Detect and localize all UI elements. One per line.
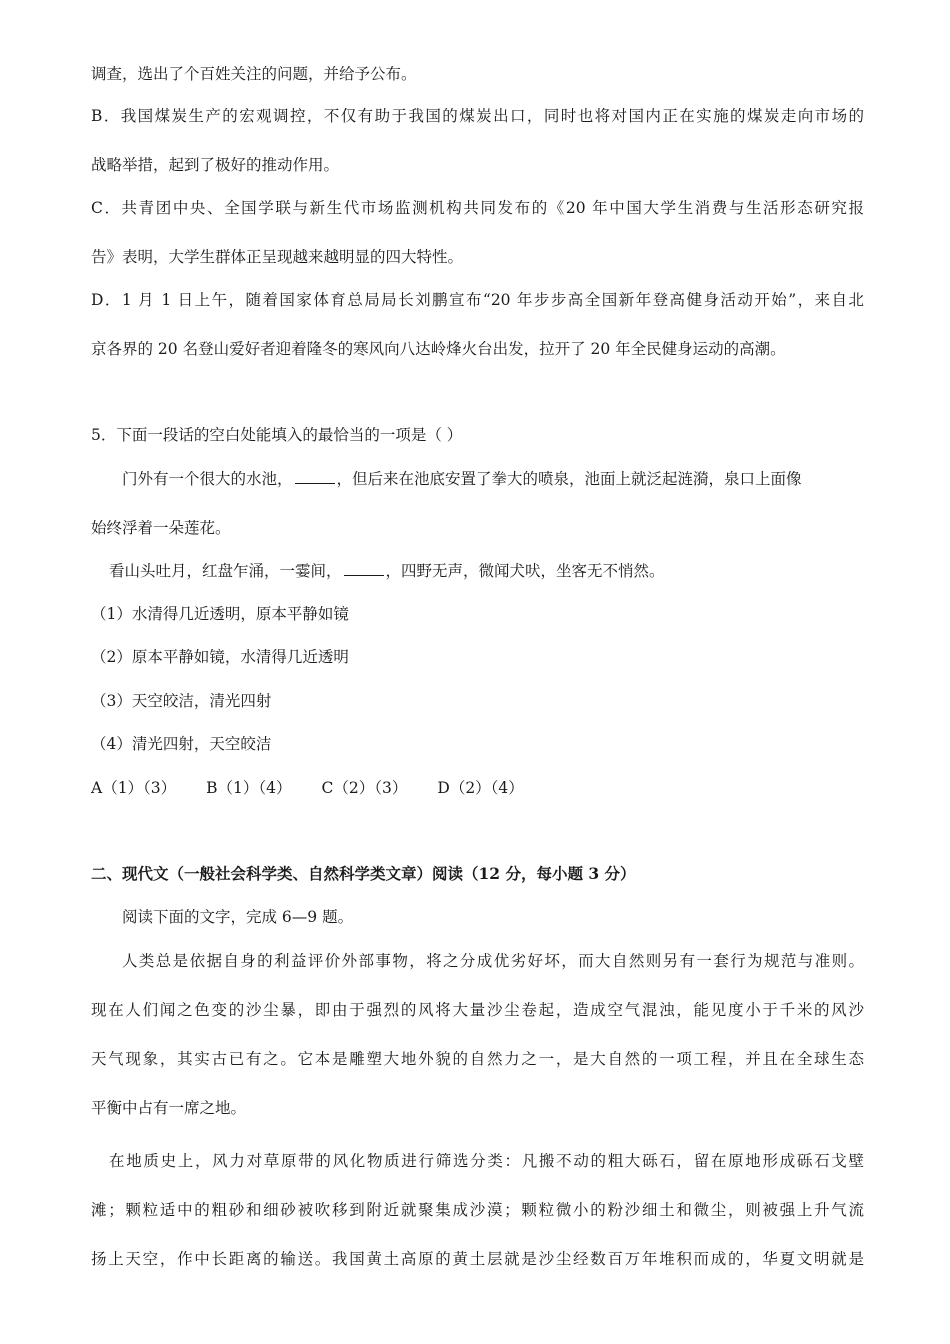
fill-blank-1 xyxy=(295,469,335,484)
passage-2-text-b: ，四野无声，微闻犬吠，坐客无不悄然。 xyxy=(385,562,665,580)
passage-1-text-a: 门外有一个很大的水池， xyxy=(122,470,293,488)
answer-option-d: D（2）（4） xyxy=(437,779,524,797)
answer-option-b: B（1）（4） xyxy=(206,779,292,797)
answer-option-a: A（1）（3） xyxy=(91,779,177,797)
reading-paragraph-1-line-4: 平衡中占有一席之地。 xyxy=(91,1099,247,1117)
fill-blank-2 xyxy=(344,561,384,576)
option-b-line-1: B．我国煤炭生产的宏观调控，不仅有助于我国的煤炭出口，同时也将对国内正在实施的煤炭走向市场的 xyxy=(91,107,864,125)
section-2-heading: 二、现代文（一般社会科学类、自然科学类文章）阅读（12 分，每小题 3 分） xyxy=(91,864,636,883)
reading-paragraph-1-line-3: 天气现象，其实古已有之。它本是雕塑大地外貌的自然力之一，是大自然的一项工程，并且在全球生态 xyxy=(91,1050,864,1068)
section-2-instruction: 阅读下面的文字，完成 6—9 题。 xyxy=(122,908,354,926)
passage-2-text-a: 看山头吐月，红盘乍涌，一霎间， xyxy=(109,562,342,580)
reading-paragraph-2-line-3: 扬上天空，作中长距离的输送。我国黄土高原的黄土层就是沙尘经数百万年堆积而成的，华夏文明就是 xyxy=(91,1250,864,1268)
option-d-line-1: D．1 月 1 日上午，随着国家体育总局局长刘鹏宣布“20 年步步高全国新年登高健身活动开始”，来自北 xyxy=(91,291,864,309)
option-a-continuation: 调查，选出了个百姓关注的问题，并给予公布。 xyxy=(91,65,417,83)
reading-paragraph-2-line-1: 在地质史上，风力对草原带的风化物质进行筛选分类：凡搬不动的粗大砾石，留在原地形成砾石戈壁 xyxy=(109,1152,864,1170)
option-c-line-1: C．共青团中央、全国学联与新生代市场监测机构共同发布的《20 年中国大学生消费与生活形态研究报 xyxy=(91,199,864,217)
question-5-stem: 5．下面一段话的空白处能填入的最恰当的一项是（ ） xyxy=(91,426,463,444)
answer-options xyxy=(91,778,864,798)
passage-1-text-b: ，但后来在池底安置了拳大的喷泉，池面上就泛起涟漪，泉口上面像 xyxy=(336,470,802,488)
choice-item-3: （3）天空皎洁，清光四射 xyxy=(91,692,272,710)
option-d-line-2: 京各界的 20 名登山爱好者迎着隆冬的寒风向八达岭烽火台出发，拉开了 20 年全民健身运动的高潮。 xyxy=(91,340,786,358)
reading-paragraph-1-line-2: 现在人们闻之色变的沙尘暴，即由于强烈的风将大量沙尘卷起，造成空气混浊，能见度小于千米的风沙 xyxy=(91,1001,864,1019)
reading-paragraph-2-line-2: 滩；颗粒适中的粗砂和细砂被吹移到附近就聚集成沙漠；颗粒微小的粉沙细土和微尘，则被强上升气流 xyxy=(91,1201,864,1219)
option-b-line-2: 战略举措，起到了极好的推动作用。 xyxy=(91,156,340,174)
question-5-passage-1-cont: 始终浮着一朵莲花。 xyxy=(91,519,231,537)
question-5-passage-2 xyxy=(109,561,864,581)
choice-item-2: （2）原本平静如镜，水清得几近透明 xyxy=(91,648,349,666)
choice-item-4: （4）清光四射，天空皎洁 xyxy=(91,735,272,753)
reading-paragraph-1-line-1: 人类总是依据自身的利益评价外部事物，将之分成优劣好坏，而大自然则另有一套行为规范与准则。 xyxy=(122,952,864,970)
question-5-passage-1 xyxy=(122,469,864,489)
answer-option-c: C（2）（3） xyxy=(321,779,408,797)
option-c-line-2: 告》表明，大学生群体正呈现越来越明显的四大特性。 xyxy=(91,248,464,266)
choice-item-1: （1）水清得几近透明，原本平静如镜 xyxy=(91,605,349,623)
